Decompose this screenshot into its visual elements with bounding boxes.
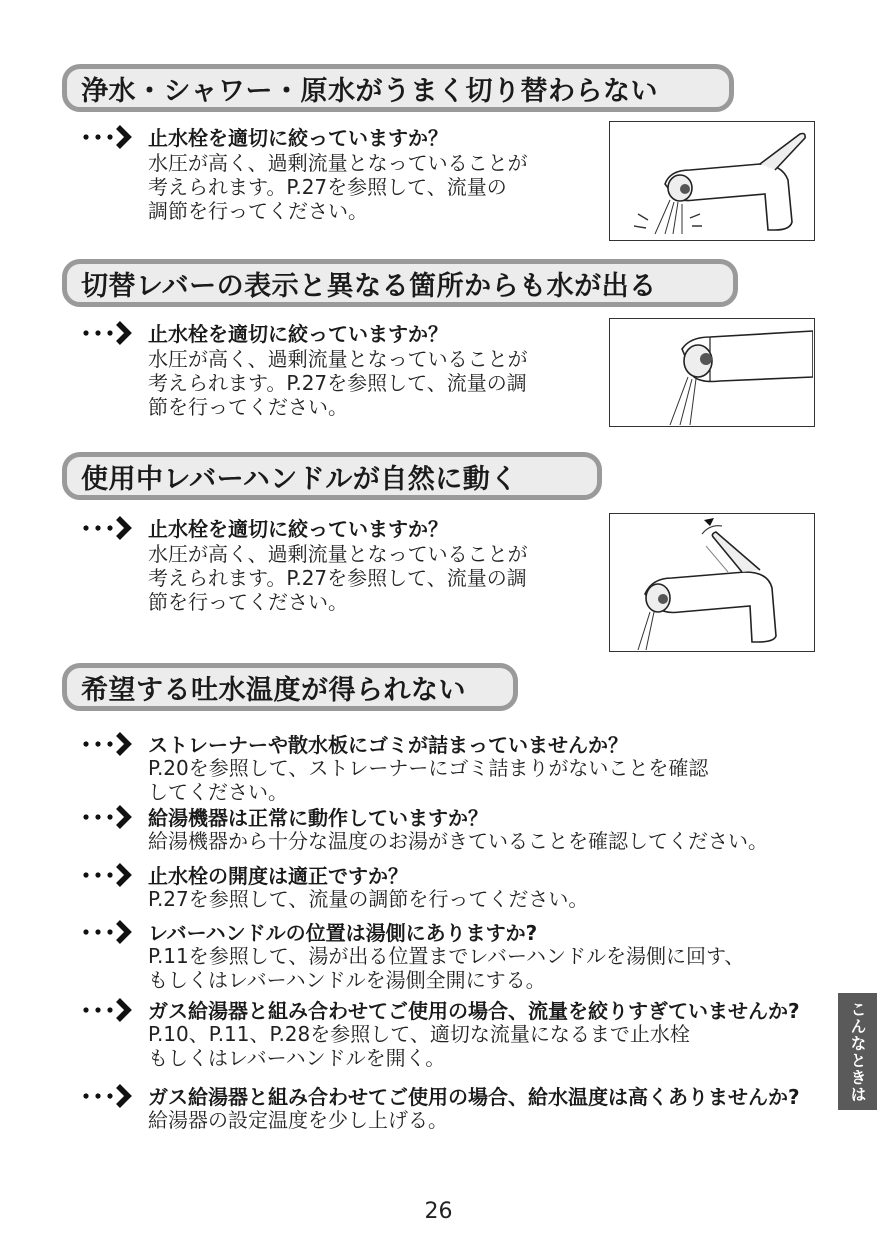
question-text: レバーハンドルの位置は湯側にありますか?	[148, 921, 538, 945]
answer-line: してください。	[148, 780, 288, 804]
answer-text	[148, 1022, 690, 1070]
answer-line: もしくはレバーハンドルを湯側全開にする。	[148, 968, 546, 992]
dots-arrow-icon	[80, 320, 148, 346]
faucet-lever-move-illustration	[609, 513, 815, 652]
dots-arrow-icon	[80, 804, 148, 830]
question-row	[80, 729, 628, 758]
dots-arrow-icon	[80, 997, 148, 1023]
side-tab[interactable]	[838, 993, 877, 1110]
answer-line: 水圧が高く、過剰流量となっていることが	[148, 542, 528, 566]
answer-line: 水圧が高く、過剰流量となっていることが	[148, 151, 528, 175]
section-heading	[62, 64, 734, 112]
question-row	[80, 917, 537, 946]
answer-line: P.20を参照して、ストレーナーにゴミ詰まりがないことを確認	[148, 756, 709, 780]
answer-text	[148, 944, 744, 992]
section-title: 希望する吐水温度が得られない	[81, 674, 466, 706]
question-text: ガス給湯器と組み合わせてご使用の場合、給水温度は高くありませんか?	[148, 1085, 800, 1109]
answer-text	[148, 347, 528, 419]
question-text: 止水栓を適切に絞っていますか？	[148, 322, 448, 346]
answer-line: 節を行ってください。	[148, 395, 348, 419]
question-text: ガス給湯器と組み合わせてご使用の場合、流量を絞りすぎていませんか?	[148, 999, 800, 1023]
section-title: 使用中レバーハンドルが自然に動く	[81, 463, 518, 495]
answer-line: 給湯器の設定温度を少し上げる。	[148, 1108, 448, 1132]
question-row	[80, 513, 448, 542]
answer-line: 考えられます。P.27を参照して、流量の調	[148, 566, 527, 590]
page-number: 26	[424, 1199, 453, 1224]
dots-arrow-icon	[80, 515, 148, 541]
answer-text	[148, 1108, 448, 1132]
section-title: 浄水・シャワー・原水がうまく切り替わらない	[81, 75, 658, 107]
answer-line: P.11を参照して、湯が出る位置までレバーハンドルを湯側に回す、	[148, 944, 745, 968]
answer-line: 節を行ってください。	[148, 590, 348, 614]
side-tab-label: こんなときは	[848, 1000, 867, 1103]
section-heading	[62, 259, 738, 307]
dots-arrow-icon	[80, 731, 148, 757]
answer-line: 考えられます。P.27を参照して、流量の	[148, 175, 507, 199]
section-heading	[62, 663, 518, 711]
question-text: 給湯機器は正常に動作していますか？	[148, 806, 488, 830]
dots-arrow-icon	[80, 919, 148, 945]
question-row	[80, 318, 448, 347]
question-text: ストレーナーや散水板にゴミが詰まっていませんか？	[148, 733, 628, 757]
answer-text	[148, 887, 588, 911]
answer-line: 考えられます。P.27を参照して、流量の調	[148, 371, 527, 395]
dots-arrow-icon	[80, 1083, 148, 1109]
answer-line: P.27を参照して、流量の調節を行ってください。	[148, 887, 589, 911]
faucet-spray-illustration	[609, 121, 815, 241]
answer-line: 調節を行ってください。	[148, 199, 368, 223]
question-text: 止水栓の開度は適正ですか？	[148, 864, 408, 888]
question-text: 止水栓を適切に絞っていますか？	[148, 517, 448, 541]
answer-line: 水圧が高く、過剰流量となっていることが	[148, 347, 528, 371]
question-row	[80, 860, 408, 889]
section-heading	[62, 452, 602, 500]
question-row	[80, 802, 488, 831]
answer-text	[148, 151, 528, 223]
question-row	[80, 995, 800, 1024]
answer-line: 給湯機器から十分な温度のお湯がきていることを確認してください。	[148, 829, 768, 853]
answer-text	[148, 542, 528, 614]
answer-text	[148, 829, 768, 853]
faucet-leak-illustration	[609, 318, 815, 427]
dots-arrow-icon	[80, 124, 148, 150]
answer-text	[148, 756, 708, 804]
dots-arrow-icon	[80, 862, 148, 888]
question-text: 止水栓を適切に絞っていますか？	[148, 126, 448, 150]
section-title: 切替レバーの表示と異なる箇所からも水が出る	[81, 270, 657, 302]
answer-line: P.10、P.11、P.28を参照して、適切な流量になるまで止水栓	[148, 1022, 690, 1046]
question-row	[80, 1081, 800, 1110]
question-row	[80, 122, 448, 151]
answer-line: もしくはレバーハンドルを開く。	[148, 1046, 446, 1070]
